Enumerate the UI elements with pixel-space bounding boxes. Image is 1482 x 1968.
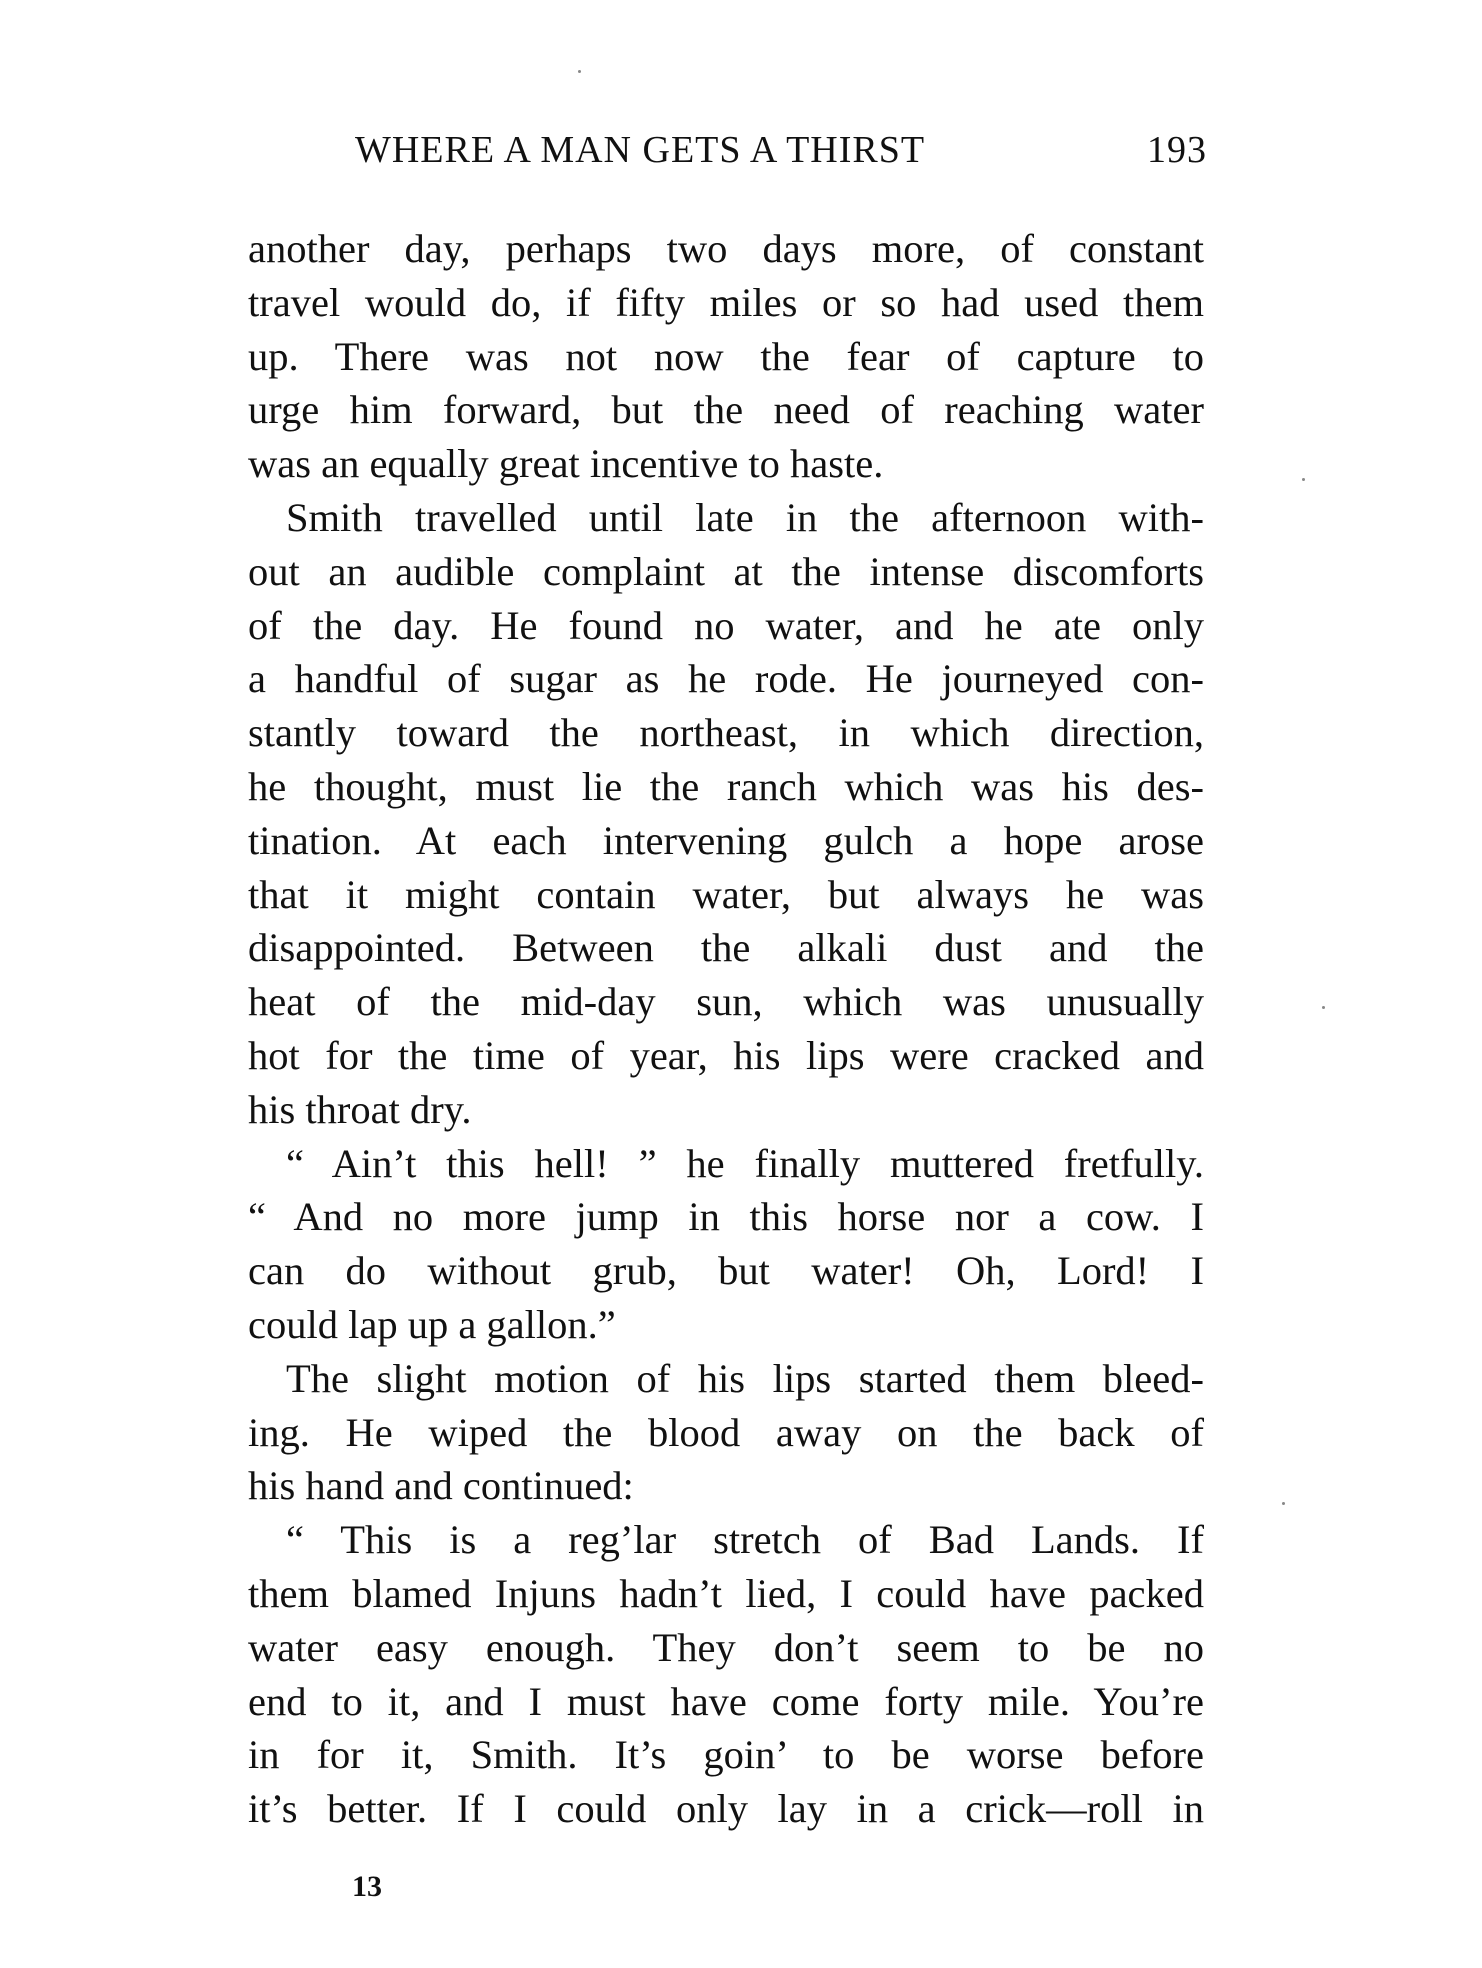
paper-speck bbox=[1282, 1502, 1285, 1505]
text-line: his throat dry. bbox=[248, 1086, 472, 1132]
text-line: “ Ain’t this hell! ” he finally muttered fretfully. bbox=[286, 1140, 1204, 1186]
text-line: a handful of sugar as he rode. He journeyed con- bbox=[248, 656, 1204, 702]
body-text bbox=[248, 222, 1204, 1836]
text-line: was an equally great incentive to haste. bbox=[248, 441, 884, 487]
text-line: out an audible complaint at the intense discomforts bbox=[248, 548, 1204, 594]
text-line: hot for the time of year, his lips were cracked and bbox=[248, 1032, 1204, 1078]
paper-speck bbox=[1302, 478, 1305, 481]
text-line: stantly toward the northeast, in which direction, bbox=[248, 710, 1204, 756]
text-line: heat of the mid-day sun, which was unusually bbox=[248, 979, 1204, 1025]
text-line: can do without grub, but water! Oh, Lord! I bbox=[248, 1248, 1204, 1294]
running-head bbox=[355, 128, 1207, 188]
text-line: end to it, and I must have come forty mile. You’re bbox=[248, 1678, 1204, 1724]
text-line: The slight motion of his lips started them bleed- bbox=[286, 1355, 1204, 1401]
text-line: he thought, must lie the ranch which was his des- bbox=[248, 763, 1204, 809]
running-head-title: WHERE A MAN GETS A THIRST bbox=[355, 129, 926, 171]
text-line: disappointed. Between the alkali dust and the bbox=[248, 925, 1204, 971]
text-line: it’s better. If I could only lay in a crick—roll in bbox=[248, 1786, 1204, 1832]
text-line: another day, perhaps two days more, of constant bbox=[248, 226, 1204, 271]
text-line: “ And no more jump in this horse nor a cow. I bbox=[248, 1194, 1204, 1240]
text-line: urge him forward, but the need of reaching water bbox=[248, 387, 1204, 433]
text-line: water easy enough. They don’t seem to be no bbox=[248, 1624, 1204, 1670]
text-line: in for it, Smith. It’s goin’ to be worse before bbox=[248, 1732, 1204, 1778]
text-line: them blamed Injuns hadn’t lied, I could have packed bbox=[248, 1570, 1204, 1616]
page-number: 193 bbox=[1147, 129, 1207, 171]
paper-speck bbox=[1322, 1006, 1325, 1009]
text-line: travel would do, if fifty miles or so had used them bbox=[248, 279, 1204, 325]
text-line: that it might contain water, but always he was bbox=[248, 871, 1204, 917]
signature-mark: 13 bbox=[352, 1870, 382, 1903]
text-line: “ This is a reg’lar stretch of Bad Lands. If bbox=[286, 1517, 1204, 1563]
text-line: could lap up a gallon.” bbox=[248, 1301, 616, 1347]
text-line: ing. He wiped the blood away on the back of bbox=[248, 1409, 1204, 1455]
text-line: of the day. He found no water, and he ate only bbox=[248, 602, 1204, 648]
text-line: up. There was not now the fear of capture to bbox=[248, 333, 1204, 379]
paper-speck bbox=[578, 70, 581, 73]
text-line: his hand and continued: bbox=[248, 1463, 634, 1509]
text-line: tination. At each intervening gulch a hope arose bbox=[248, 817, 1204, 863]
text-line: Smith travelled until late in the afternoon with- bbox=[286, 494, 1204, 540]
